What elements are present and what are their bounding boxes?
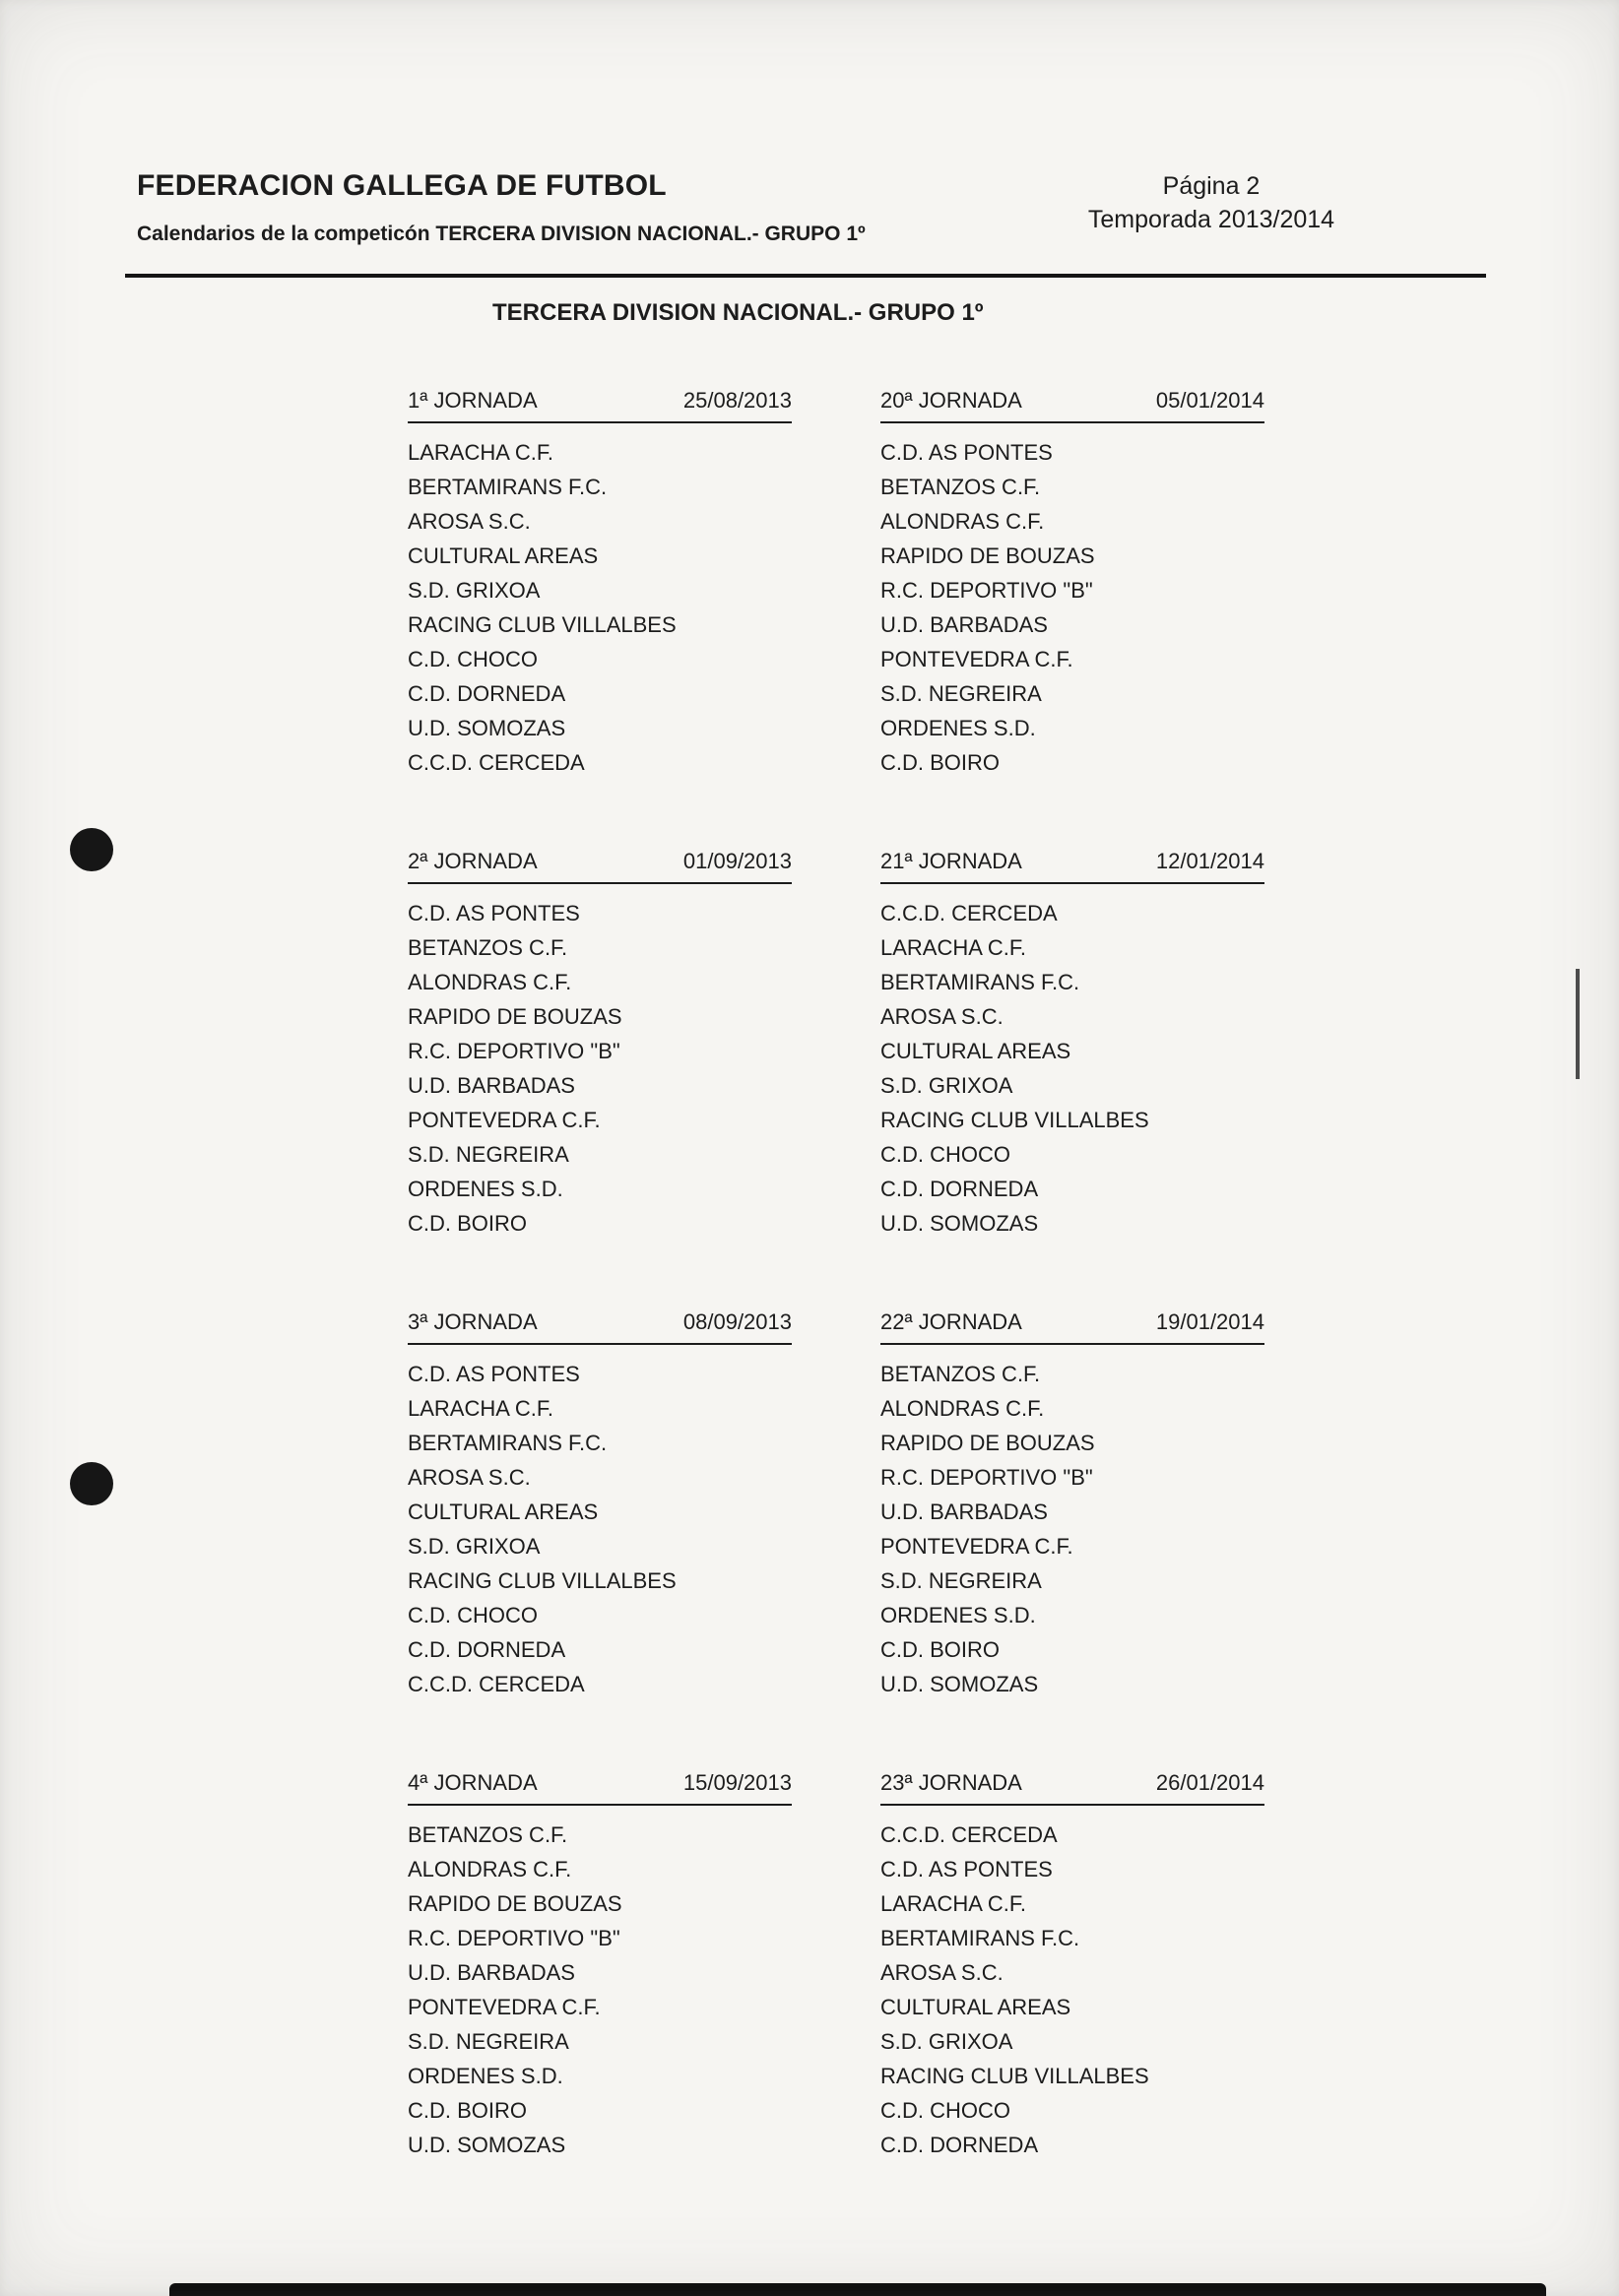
team-name: ORDENES S.D. xyxy=(408,2064,563,2088)
team-name: CULTURAL AREAS xyxy=(408,543,599,568)
team-name: ORDENES S.D. xyxy=(408,1177,563,1201)
team-name: AROSA S.C. xyxy=(408,1465,531,1490)
jornada-date: 15/09/2013 xyxy=(682,1770,792,1795)
jornada-block xyxy=(880,388,1264,780)
jornada-date: 26/01/2014 xyxy=(1155,1770,1264,1795)
team-name: R.C. DEPORTIVO "B" xyxy=(408,1039,620,1063)
jornada-label: 2ª JORNADA xyxy=(408,849,538,873)
team-name: ALONDRAS C.F. xyxy=(408,1857,572,1881)
team-name: ORDENES S.D. xyxy=(880,1603,1036,1627)
jornada-header-row xyxy=(408,849,792,884)
jornada-label: 21ª JORNADA xyxy=(880,849,1022,873)
team-name: LARACHA C.F. xyxy=(408,440,553,465)
header-rule xyxy=(125,274,1486,278)
team-name: C.D. BOIRO xyxy=(880,750,1001,775)
team-name: ORDENES S.D. xyxy=(880,716,1036,740)
team-name: PONTEVEDRA C.F. xyxy=(880,1534,1073,1559)
team-name: R.C. DEPORTIVO "B" xyxy=(880,1465,1093,1490)
team-name: CULTURAL AREAS xyxy=(408,1499,599,1524)
team-name: BERTAMIRANS F.C. xyxy=(880,970,1080,994)
team-name: RACING CLUB VILLALBES xyxy=(408,612,677,637)
team-name: C.D. CHOCO xyxy=(408,1603,538,1627)
team-name: U.D. SOMOZAS xyxy=(880,1672,1039,1696)
team-name: U.D. SOMOZAS xyxy=(408,2133,566,2157)
jornada-block xyxy=(408,388,792,780)
jornada-header-row xyxy=(880,1309,1264,1345)
team-name: S.D. GRIXOA xyxy=(408,578,541,603)
team-name: C.C.D. CERCEDA xyxy=(408,1672,585,1696)
jornada-header-row xyxy=(880,849,1264,884)
team-name: PONTEVEDRA C.F. xyxy=(408,1995,601,2019)
team-name: RAPIDO DE BOUZAS xyxy=(408,1004,622,1029)
team-name: AROSA S.C. xyxy=(880,1960,1004,1985)
team-name: RAPIDO DE BOUZAS xyxy=(880,543,1095,568)
team-name: BERTAMIRANS F.C. xyxy=(880,1926,1080,1950)
jornada-date: 08/09/2013 xyxy=(682,1309,792,1334)
team-name: BETANZOS C.F. xyxy=(408,1822,568,1847)
team-name: C.D. AS PONTES xyxy=(880,440,1053,465)
jornada-header-row xyxy=(880,1770,1264,1806)
team-name: C.D. CHOCO xyxy=(880,1142,1010,1167)
team-name: U.D. BARBADAS xyxy=(408,1073,575,1098)
team-name: BERTAMIRANS F.C. xyxy=(408,1431,608,1455)
org-title: FEDERACION GALLEGA DE FUTBOL xyxy=(137,169,667,202)
team-name: ALONDRAS C.F. xyxy=(408,970,572,994)
team-name: C.D. CHOCO xyxy=(408,647,538,671)
team-name: ALONDRAS C.F. xyxy=(880,1396,1045,1421)
jornada-label: 4ª JORNADA xyxy=(408,1770,538,1795)
team-name: ALONDRAS C.F. xyxy=(880,509,1045,534)
jornada-block xyxy=(408,1309,792,1701)
doc-subtitle: Calendarios de la competicón TERCERA DIVISION NACIONAL.- GRUPO 1º xyxy=(137,223,866,245)
jornada-block xyxy=(880,1309,1264,1701)
team-name: U.D. SOMOZAS xyxy=(408,716,566,740)
team-name: RACING CLUB VILLALBES xyxy=(880,2064,1149,2088)
team-name: C.C.D. CERCEDA xyxy=(880,1822,1058,1847)
team-name: RACING CLUB VILLALBES xyxy=(880,1108,1149,1132)
team-name: CULTURAL AREAS xyxy=(880,1995,1071,2019)
team-name: PONTEVEDRA C.F. xyxy=(408,1108,601,1132)
team-name: AROSA S.C. xyxy=(408,509,531,534)
jornada-columns xyxy=(408,388,1264,2231)
jornada-date: 01/09/2013 xyxy=(682,849,792,873)
team-name: BETANZOS C.F. xyxy=(408,935,568,960)
team-name: U.D. BARBADAS xyxy=(408,1960,575,1985)
team-name: C.D. AS PONTES xyxy=(408,901,580,925)
team-name: C.C.D. CERCEDA xyxy=(880,901,1058,925)
team-name: C.D. DORNEDA xyxy=(408,681,566,706)
team-name: LARACHA C.F. xyxy=(880,935,1026,960)
jornada-header-row xyxy=(408,1309,792,1345)
team-name: R.C. DEPORTIVO "B" xyxy=(880,578,1093,603)
jornada-date: 19/01/2014 xyxy=(1155,1309,1264,1334)
team-name: U.D. SOMOZAS xyxy=(880,1211,1039,1236)
team-name: RACING CLUB VILLALBES xyxy=(408,1568,677,1593)
jornada-header-row xyxy=(408,1770,792,1806)
team-name: U.D. BARBADAS xyxy=(880,612,1048,637)
team-name: S.D. NEGREIRA xyxy=(408,2029,569,2054)
team-name: C.D. BOIRO xyxy=(408,2098,528,2123)
jornada-column-left xyxy=(408,388,792,2231)
jornada-column-right xyxy=(880,388,1264,2231)
team-name: C.D. DORNEDA xyxy=(880,2133,1039,2157)
season-label: Temporada 2013/2014 xyxy=(1087,206,1335,233)
team-name: RAPIDO DE BOUZAS xyxy=(408,1891,622,1916)
team-name: BERTAMIRANS F.C. xyxy=(408,475,608,499)
team-name: U.D. BARBADAS xyxy=(880,1499,1048,1524)
jornada-label: 23ª JORNADA xyxy=(880,1770,1022,1795)
page-number: Página 2 xyxy=(1162,172,1261,200)
jornada-header-row xyxy=(408,388,792,423)
header-right-block xyxy=(1064,169,1359,236)
hole-punch-mark-bottom xyxy=(70,1462,113,1505)
team-name: C.D. AS PONTES xyxy=(880,1857,1053,1881)
scan-edge-mark xyxy=(1576,969,1580,1079)
team-name: AROSA S.C. xyxy=(880,1004,1004,1029)
jornada-label: 20ª JORNADA xyxy=(880,388,1022,413)
jornada-date: 25/08/2013 xyxy=(682,388,792,413)
jornada-label: 22ª JORNADA xyxy=(880,1309,1022,1334)
jornada-date: 12/01/2014 xyxy=(1155,849,1264,873)
jornada-block xyxy=(408,849,792,1241)
team-name: R.C. DEPORTIVO "B" xyxy=(408,1926,620,1950)
team-name: BETANZOS C.F. xyxy=(880,1362,1041,1386)
jornada-header-row xyxy=(880,388,1264,423)
team-name: CULTURAL AREAS xyxy=(880,1039,1071,1063)
team-name: LARACHA C.F. xyxy=(408,1396,553,1421)
hole-punch-mark-top xyxy=(70,828,113,871)
team-name: C.D. DORNEDA xyxy=(408,1637,566,1662)
team-name: S.D. GRIXOA xyxy=(880,1073,1013,1098)
team-name: C.D. DORNEDA xyxy=(880,1177,1039,1201)
team-name: RAPIDO DE BOUZAS xyxy=(880,1431,1095,1455)
jornada-block xyxy=(880,1770,1264,2162)
team-name: S.D. NEGREIRA xyxy=(880,1568,1042,1593)
scan-artifact-bar xyxy=(169,2283,1546,2296)
jornada-label: 1ª JORNADA xyxy=(408,388,538,413)
team-name: C.D. BOIRO xyxy=(408,1211,528,1236)
jornada-label: 3ª JORNADA xyxy=(408,1309,538,1334)
jornada-block xyxy=(880,849,1264,1241)
team-name: S.D. GRIXOA xyxy=(880,2029,1013,2054)
team-name: S.D. NEGREIRA xyxy=(408,1142,569,1167)
team-name: C.D. AS PONTES xyxy=(408,1362,580,1386)
team-name: C.D. CHOCO xyxy=(880,2098,1010,2123)
team-name: S.D. NEGREIRA xyxy=(880,681,1042,706)
team-name: BETANZOS C.F. xyxy=(880,475,1041,499)
jornada-block xyxy=(408,1770,792,2162)
team-name: PONTEVEDRA C.F. xyxy=(880,647,1073,671)
section-title: TERCERA DIVISION NACIONAL.- GRUPO 1º xyxy=(492,299,984,326)
jornada-date: 05/01/2014 xyxy=(1155,388,1264,413)
team-name: C.C.D. CERCEDA xyxy=(408,750,585,775)
team-name: LARACHA C.F. xyxy=(880,1891,1026,1916)
team-name: C.D. BOIRO xyxy=(880,1637,1001,1662)
team-name: S.D. GRIXOA xyxy=(408,1534,541,1559)
